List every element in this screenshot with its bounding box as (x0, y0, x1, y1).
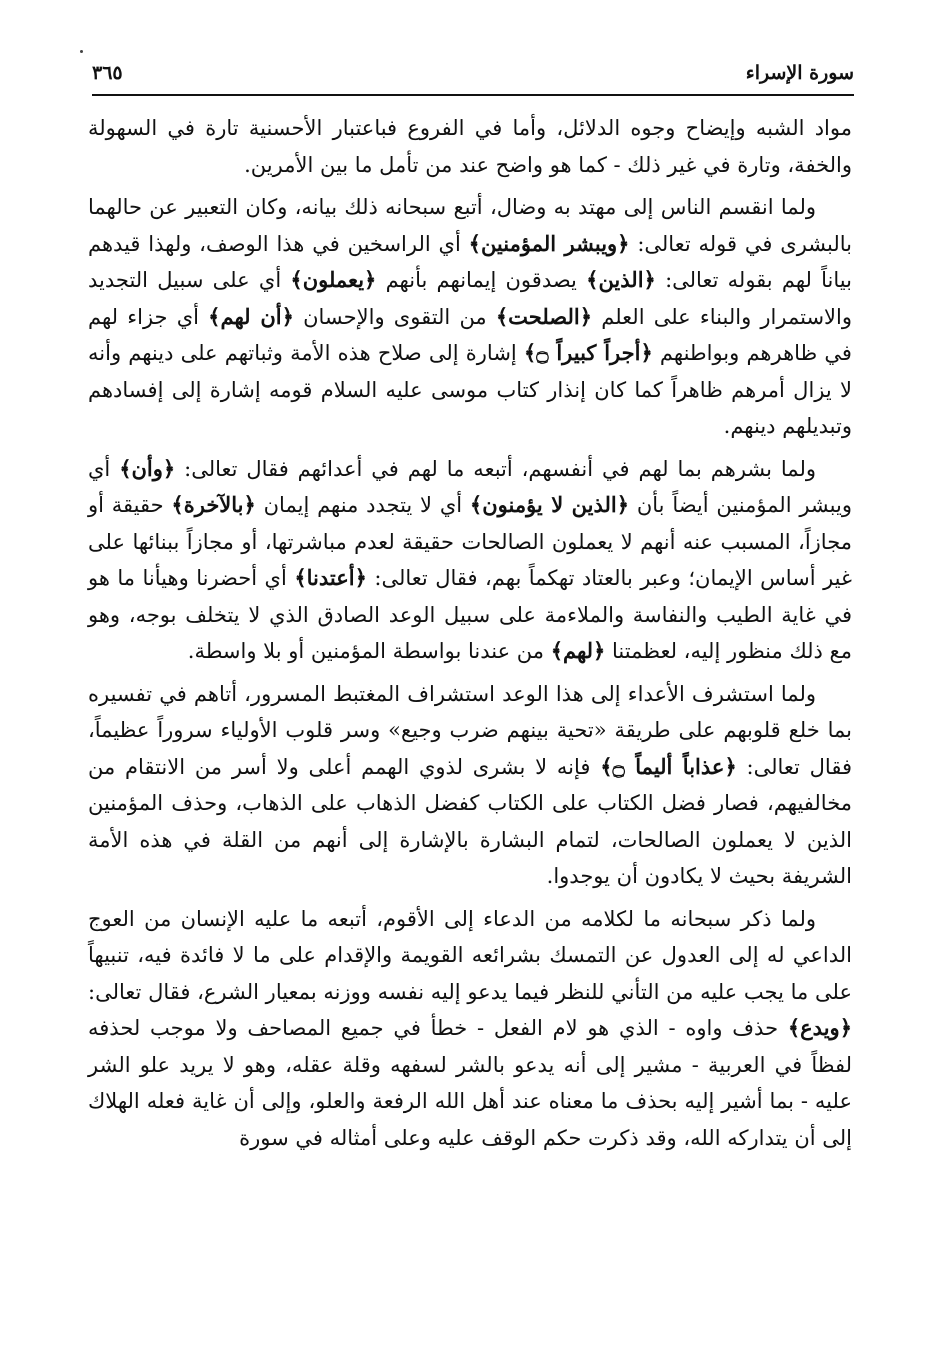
quran-quote: ﴿لهم﴾ (550, 638, 606, 663)
text-run: أي على سبيل التجديد والاستمرار والبناء على العلم (88, 268, 852, 329)
text-run: أي جزاء لهم في ظاهرهم وبواطنهم (88, 304, 852, 365)
quran-quote: ﴿ويدع﴾ (787, 1015, 852, 1040)
quran-quote: ﴿بالآخرة﴾ (171, 492, 256, 517)
body-text (88, 110, 852, 1156)
paragraph (88, 451, 852, 670)
text-run: من عندنا بواسطة المؤمنين أو بلا واسطة. (187, 639, 551, 663)
quran-quote: ﴿الصلحت﴾ (495, 303, 593, 329)
paragraph (88, 901, 852, 1157)
scan-speck (80, 50, 83, 53)
text-run: أي أحضرنا وهيأنا ما هو في غاية الطيب والنفاسة والملاءمة على سبيل الوعد الصادق الذي لا يتخلف بوجه، وهو مع ذلك منظور إليه، لعظمتنا (88, 566, 852, 663)
text-run: حذف واوه - الذي هو لام الفعل - خطأ في جميع المصاحف ولا موجب لحذفه لفظاً في العربية - مشير إلى أنه يدعو بالشر لسفهه وقلة عقله، وهو لا يريد علو الشر عليه - بما أشير إليه بحذف ما معناه عند أهل الله الرفعة والعلو، وإلى أن غاية فعله الهلاك إلى أن يتداركه الله، وقد ذكرت حكم الوقف عليه وعلى أمثاله في سورة (88, 1016, 852, 1150)
text-run: إشارة إلى صلاح هذه الأمة وثباتهم على دينهم وأنه لا يزال أمرهم ظاهراً كما كان إنذار كتاب موسى عليه السلام قومه إشارة إلى إفسادهم وتبديلهم دينهم. (88, 341, 852, 438)
text-run: ولما انقسم الناس إلى مهتد به وضال، أتبع سبحانه ذلك بيانه، وكان التعبير عن حالهما بالبشرى في قوله تعالى: (88, 195, 852, 256)
text-run: ولما استشرف الأعداء إلى هذا الوعد استشراف المغتبط المسرور، أتاهم في تفسيره بما خلع قلوبهم على طريقة «تحية بينهم ضرب وجيع» وسر قلوب الأولياء سروراً عظيماً، فقال تعالى: (88, 681, 852, 779)
quran-quote: ﴿الذين﴾ (586, 267, 656, 292)
text-run: مواد الشبه وإيضاح وجوه الدلائل، وأما في الفروع فباعتبار الأحسنية تارة في السهولة والخفة، وتارة في غير ذلك - كما هو واضح عند من تأمل ما بين الأمرين. (88, 116, 852, 177)
quran-quote: ﴿أن لهم﴾ (208, 303, 294, 329)
text-run: ولما ذكر سبحانه ما لكلامه من الدعاء إلى الأقوم، أتبعه ما عليه الإنسان من العوج الداعي له إلى العدول عن التمسك بشرائعه القويمة والإقدام على ما لا فائدة فيه، تنبيهاً على ما يجب عليه من التأني للنظر فيما يدعو إليه نفسه ووزنه بمعيار الشرع، فقال تعالى: (88, 906, 852, 1004)
page-number: ٣٦٥ (92, 62, 123, 84)
text-run: ولما بشرهم بما لهم في أنفسهم، أتبعه ما لهم في أعدائهم فقال تعالى: (175, 456, 816, 481)
text-run: حقيقة أو مجازاً، المسبب عنه أنهم لا يعملون الصالحات حقيقة لعدم مباشرتها، أو مجازاً ببنائها على غير أساس الإيمان؛ وعبر بالعتاد تهكماً بهم، فقال تعالى: (88, 493, 852, 590)
header-rule (92, 94, 854, 96)
quran-quote: ﴿يعملون﴾ (290, 267, 377, 292)
quran-quote: ﴿الذين لا يؤمنون﴾ (469, 492, 630, 517)
surah-title: سورة الإسراء (745, 62, 854, 84)
quran-quote: ﴿أعتدنا﴾ (294, 565, 367, 590)
text-run: فإنه لا بشرى لذوي الهمم أعلى ولا أسر من الانتقام من مخالفيهم، فصار فضل الكتاب على الكتاب كفضل الذهاب على الذهاب، وحذف المؤمنين الذين لا يعملون الصالحات، لتمام البشارة بالإشارة إلى أنهم من القلة في هذه الأمة الشريفة بحيث لا يكادون أن يوجدوا. (88, 754, 852, 888)
text-run: أي لا يتجدد منهم إيمان (255, 493, 470, 517)
quran-quote: ﴿أجراً كبيراً ۝﴾ (523, 340, 653, 365)
quran-quote: ﴿وأن﴾ (119, 455, 176, 481)
text-run: من التقوى والإحسان (293, 304, 496, 329)
text-run: أي الراسخين في هذا الوصف، ولهذا قيدهم بياناً لهم بقوله تعالى: (88, 231, 852, 292)
paragraph (88, 110, 852, 183)
quran-quote: ﴿عذاباً أليماً ۝﴾ (600, 753, 737, 779)
paragraph (88, 676, 852, 895)
text-run: يصدقون إيمانهم بأنهم (376, 268, 587, 292)
paragraph (88, 189, 852, 445)
running-header (92, 62, 854, 88)
quran-quote: ﴿ويبشر المؤمنين﴾ (468, 230, 630, 256)
text-run: أي ويبشر المؤمنين أيضاً بأن (88, 456, 852, 517)
